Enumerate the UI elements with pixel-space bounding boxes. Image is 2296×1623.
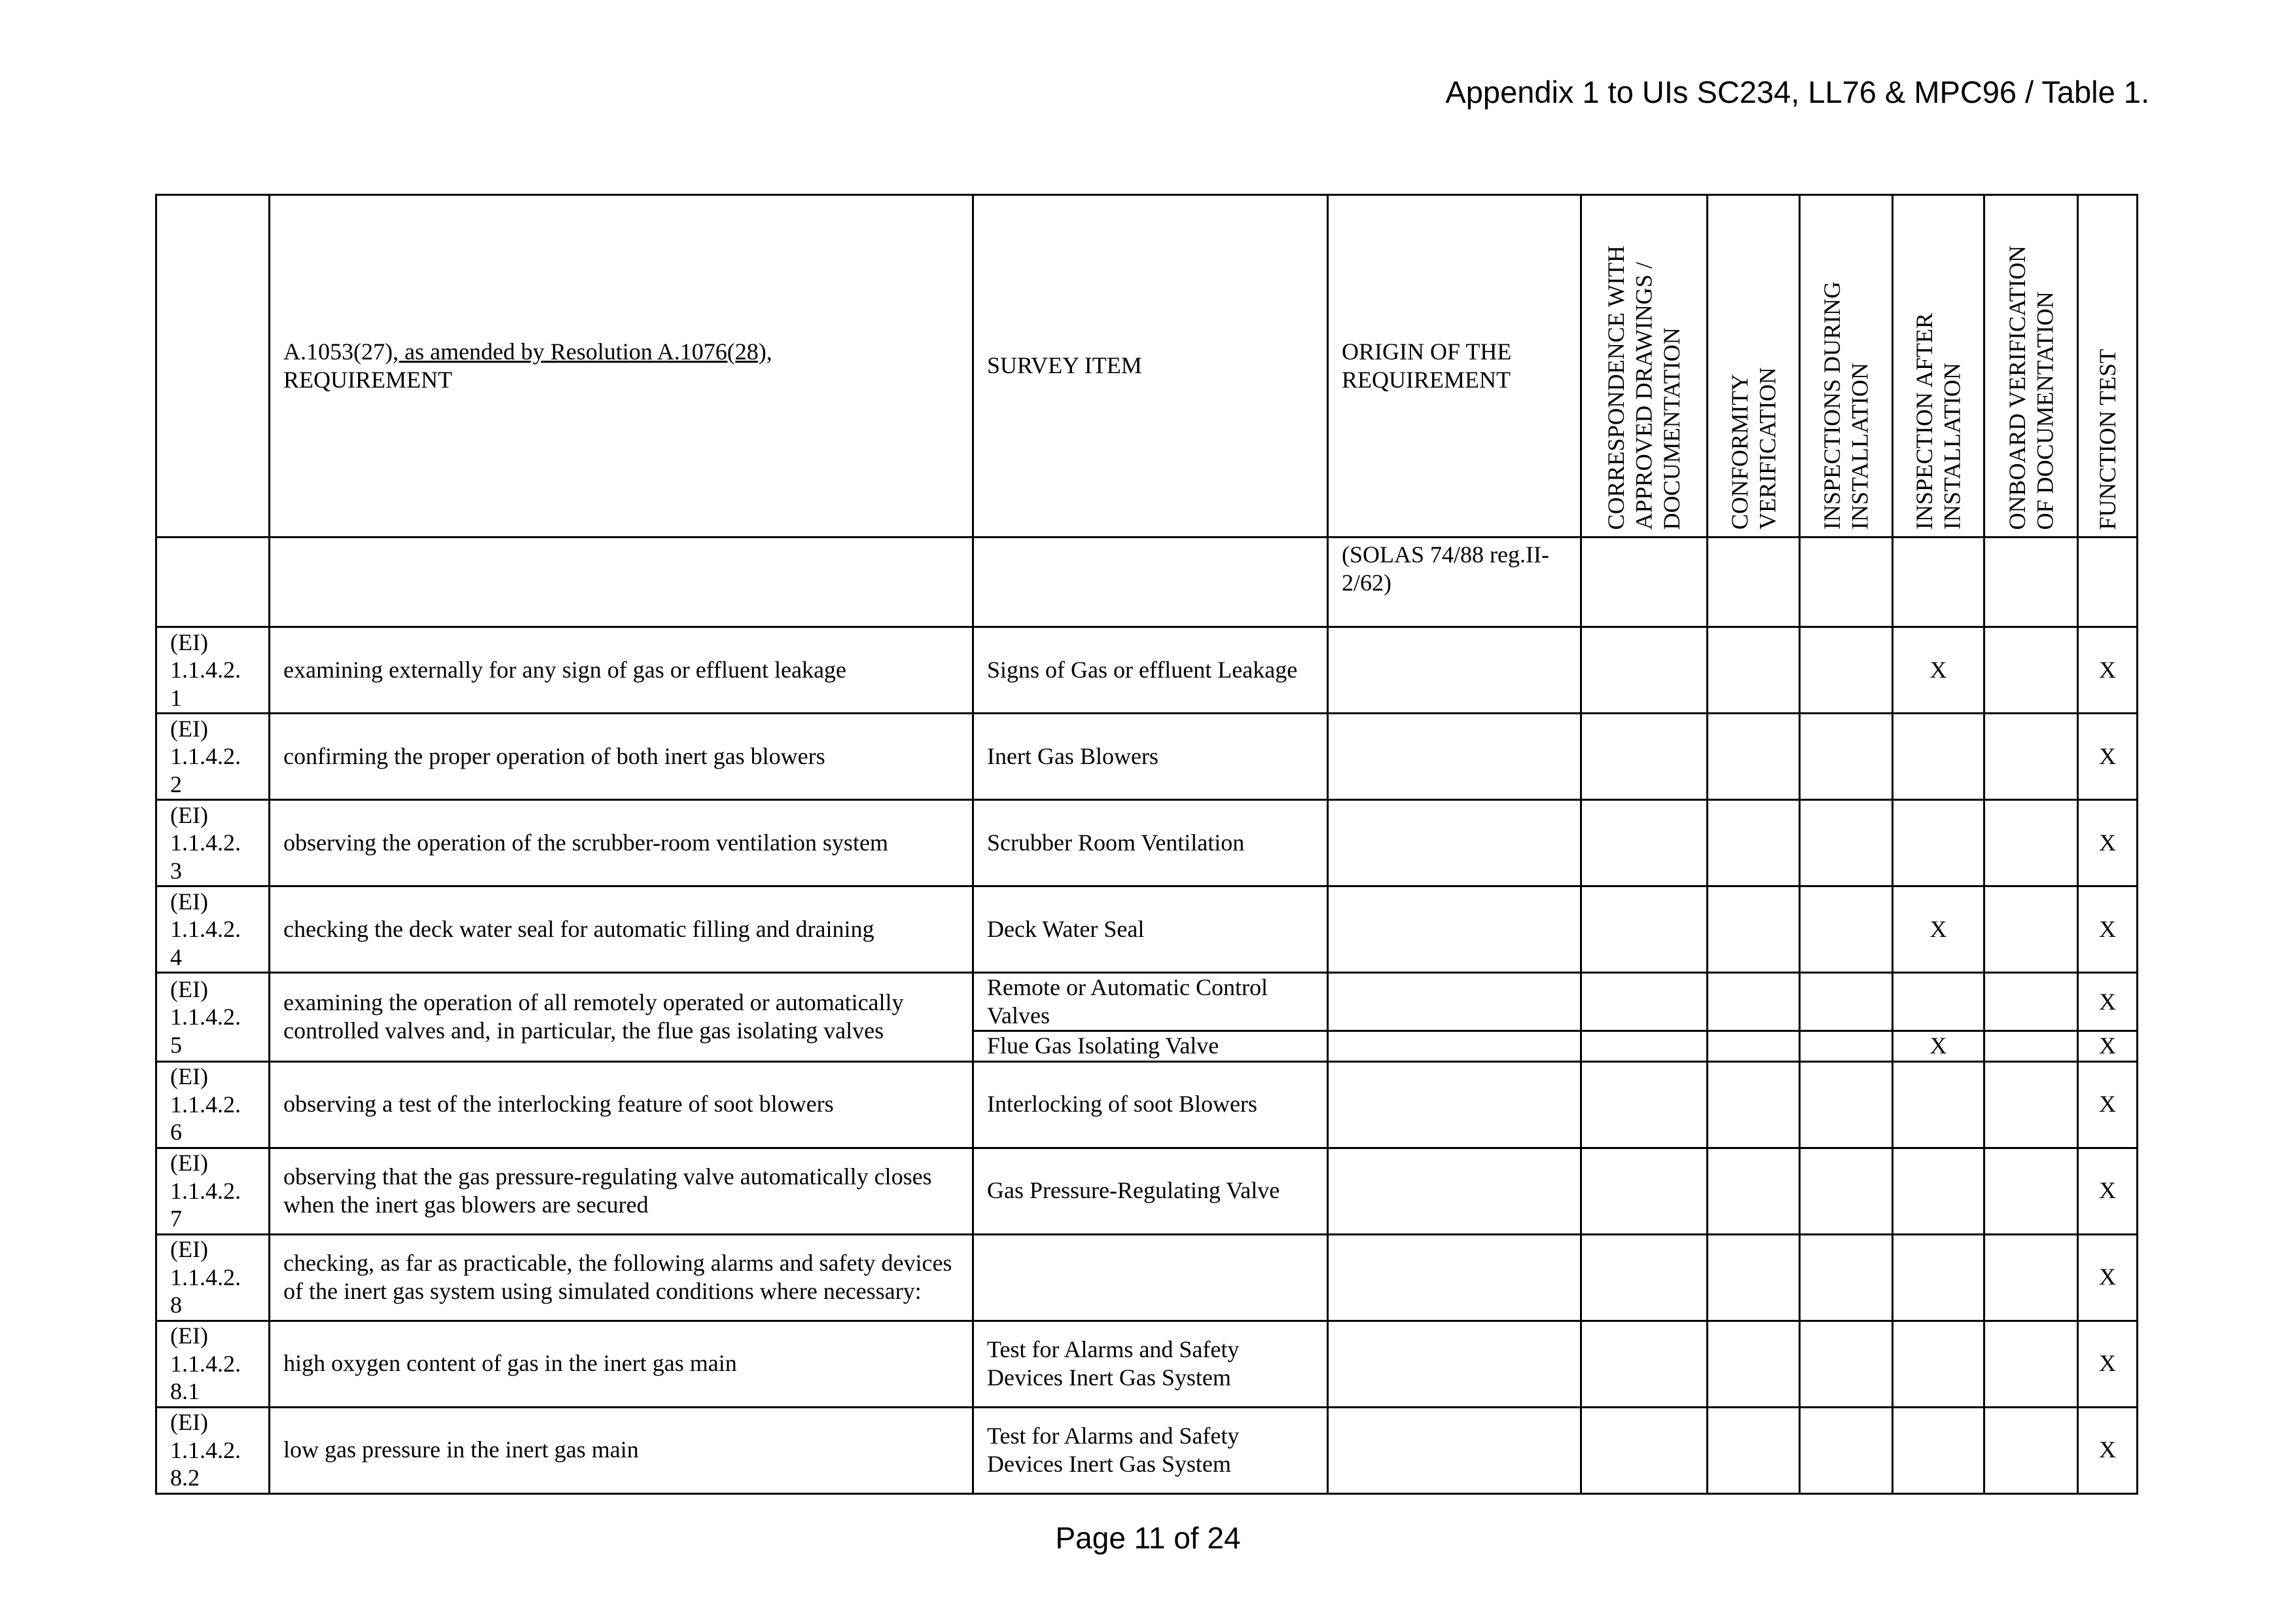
row-requirement: checking the deck water seal for automatic filling and draining — [270, 886, 973, 973]
origin-row — [156, 538, 2138, 627]
header-conformity: CONFORMITY VERIFICATION — [1708, 195, 1800, 538]
row-origin — [1328, 1148, 1581, 1234]
check-correspondence — [1581, 1031, 1708, 1061]
check-correspondence — [1581, 627, 1708, 714]
row-reference: (EI) 1.1.4.2. 8 — [156, 1234, 270, 1321]
row-origin — [1328, 627, 1581, 714]
check-conformity — [1708, 886, 1800, 973]
header-inspections-during: INSPECTIONS DURING INSTALLATION — [1800, 195, 1893, 538]
table-row — [156, 1407, 2138, 1493]
check-correspondence — [1581, 714, 1708, 800]
origin-note: (SOLAS 74/88 reg.II-2/62) — [1328, 538, 1581, 627]
row-reference: (EI) 1.1.4.2. 3 — [156, 800, 270, 886]
header-function-test: FUNCTION TEST — [2078, 195, 2138, 538]
row-survey-item: Flue Gas Isolating Valve — [973, 1031, 1328, 1061]
check-conformity — [1708, 1031, 1800, 1061]
check-function-test: X — [2078, 1148, 2138, 1234]
header-survey-item: SURVEY ITEM — [973, 195, 1328, 538]
header-requirement-amendment: , as amended by Resolution A.1076(28), — [392, 338, 772, 365]
check-onboard-verification — [1984, 627, 2078, 714]
page-header: Appendix 1 to UIs SC234, LL76 & MPC96 / Table 1. — [1445, 75, 2149, 109]
row-survey-item: Gas Pressure-Regulating Valve — [973, 1148, 1328, 1234]
row-reference: (EI) 1.1.4.2. 4 — [156, 886, 270, 973]
check-inspection-after — [1893, 714, 1984, 800]
check-inspections-during — [1800, 1148, 1893, 1234]
table-row — [156, 1234, 2138, 1321]
check-conformity — [1708, 714, 1800, 800]
survey-requirements-table — [155, 194, 2138, 1495]
check-conformity — [1708, 1407, 1800, 1493]
check-inspection-after: X — [1893, 627, 1984, 714]
check-inspection-after — [1893, 1234, 1984, 1321]
check-inspection-after: X — [1893, 886, 1984, 973]
check-inspections-during — [1800, 714, 1893, 800]
check-inspection-after — [1893, 973, 1984, 1031]
row-requirement: low gas pressure in the inert gas main — [270, 1407, 973, 1493]
row-origin — [1328, 1061, 1581, 1148]
check-function-test: X — [2078, 1321, 2138, 1407]
check-correspondence — [1581, 1061, 1708, 1148]
row-origin — [1328, 800, 1581, 886]
check-inspection-after — [1893, 1321, 1984, 1407]
check-inspections-during — [1800, 800, 1893, 886]
check-inspections-during — [1800, 1321, 1893, 1407]
table-header-row — [156, 195, 2138, 538]
check-conformity — [1708, 627, 1800, 714]
check-onboard-verification — [1984, 1234, 2078, 1321]
row-reference: (EI) 1.1.4.2. 6 — [156, 1061, 270, 1148]
header-onboard-verification: ONBOARD VERIFICATION OF DOCUMENTATION — [1984, 195, 2078, 538]
row-reference: (EI) 1.1.4.2. 7 — [156, 1148, 270, 1234]
row-survey-item: Inert Gas Blowers — [973, 714, 1328, 800]
row-reference: (EI) 1.1.4.2. 8.1 — [156, 1321, 270, 1407]
header-requirement-suffix: REQUIREMENT — [283, 367, 452, 393]
check-conformity — [1708, 1148, 1800, 1234]
check-conformity — [1708, 1234, 1800, 1321]
table-row — [156, 627, 2138, 714]
row-requirement: high oxygen content of gas in the inert gas main — [270, 1321, 973, 1407]
row-survey-item: Interlocking of soot Blowers — [973, 1061, 1328, 1148]
row-origin — [1328, 714, 1581, 800]
check-conformity — [1708, 1321, 1800, 1407]
check-onboard-verification — [1984, 1148, 2078, 1234]
check-correspondence — [1581, 800, 1708, 886]
check-correspondence — [1581, 1234, 1708, 1321]
row-requirement: observing that the gas pressure-regulating valve automatically closes when the inert gas blowers are secured — [270, 1148, 973, 1234]
check-inspections-during — [1800, 1061, 1893, 1148]
table-row — [156, 886, 2138, 973]
check-onboard-verification — [1984, 1321, 2078, 1407]
row-reference: (EI) 1.1.4.2. 5 — [156, 973, 270, 1062]
row-survey-item — [973, 1234, 1328, 1321]
table-row — [156, 800, 2138, 886]
check-conformity — [1708, 973, 1800, 1031]
row-origin — [1328, 1321, 1581, 1407]
check-onboard-verification — [1984, 1031, 2078, 1061]
check-onboard-verification — [1984, 886, 2078, 973]
header-ref-cell — [156, 195, 270, 538]
header-requirement-cell — [270, 195, 973, 538]
check-correspondence — [1581, 1148, 1708, 1234]
table-row — [156, 973, 2138, 1031]
check-function-test: X — [2078, 973, 2138, 1031]
row-survey-item: Scrubber Room Ventilation — [973, 800, 1328, 886]
check-function-test: X — [2078, 800, 2138, 886]
check-inspection-after — [1893, 1407, 1984, 1493]
check-inspection-after — [1893, 800, 1984, 886]
check-conformity — [1708, 800, 1800, 886]
check-inspections-during — [1800, 886, 1893, 973]
row-origin — [1328, 1407, 1581, 1493]
row-requirement: observing a test of the interlocking feature of soot blowers — [270, 1061, 973, 1148]
row-reference: (EI) 1.1.4.2. 8.2 — [156, 1407, 270, 1493]
row-survey-item: Signs of Gas or effluent Leakage — [973, 627, 1328, 714]
check-inspections-during — [1800, 1407, 1893, 1493]
table-row — [156, 1321, 2138, 1407]
check-inspections-during — [1800, 627, 1893, 714]
row-origin — [1328, 886, 1581, 973]
check-conformity — [1708, 1061, 1800, 1148]
check-correspondence — [1581, 1321, 1708, 1407]
check-function-test: X — [2078, 1407, 2138, 1493]
check-onboard-verification — [1984, 1061, 2078, 1148]
row-requirement: observing the operation of the scrubber-room ventilation system — [270, 800, 973, 886]
row-origin — [1328, 973, 1581, 1031]
header-requirement-prefix: A.1053(27) — [283, 338, 393, 365]
row-survey-item: Deck Water Seal — [973, 886, 1328, 973]
check-inspections-during — [1800, 1234, 1893, 1321]
check-onboard-verification — [1984, 714, 2078, 800]
check-function-test: X — [2078, 1061, 2138, 1148]
row-origin — [1328, 1234, 1581, 1321]
check-function-test: X — [2078, 886, 2138, 973]
check-correspondence — [1581, 973, 1708, 1031]
check-inspection-after — [1893, 1061, 1984, 1148]
check-onboard-verification — [1984, 973, 2078, 1031]
check-inspections-during — [1800, 1031, 1893, 1061]
row-survey-item: Test for Alarms and Safety Devices Inert Gas System — [973, 1407, 1328, 1493]
row-origin — [1328, 1031, 1581, 1061]
check-inspections-during — [1800, 973, 1893, 1031]
header-origin: ORIGIN OF THE REQUIREMENT — [1328, 195, 1581, 538]
row-requirement: examining the operation of all remotely operated or automatically controlled valves and, in particular, the flue gas isolating valves — [270, 973, 973, 1062]
header-inspection-after: INSPECTION AFTER INSTALLATION — [1893, 195, 1984, 538]
row-reference: (EI) 1.1.4.2. 1 — [156, 627, 270, 714]
row-requirement: checking, as far as practicable, the following alarms and safety devices of the inert gas system using simulated conditions where necessary: — [270, 1234, 973, 1321]
check-correspondence — [1581, 886, 1708, 973]
header-correspondence: CORRESPONDENCE WITH APPROVED DRAWINGS / DOCUMENTATION — [1581, 195, 1708, 538]
check-correspondence — [1581, 1407, 1708, 1493]
check-function-test: X — [2078, 627, 2138, 714]
row-requirement: confirming the proper operation of both inert gas blowers — [270, 714, 973, 800]
check-function-test: X — [2078, 714, 2138, 800]
check-function-test: X — [2078, 1234, 2138, 1321]
table-row — [156, 1148, 2138, 1234]
page-footer: Page 11 of 24 — [1055, 1521, 1241, 1555]
table-row — [156, 714, 2138, 800]
check-onboard-verification — [1984, 1407, 2078, 1493]
row-survey-item: Remote or Automatic Control Valves — [973, 973, 1328, 1031]
check-function-test: X — [2078, 1031, 2138, 1061]
table-row — [156, 1061, 2138, 1148]
check-onboard-verification — [1984, 800, 2078, 886]
check-inspection-after — [1893, 1148, 1984, 1234]
check-inspection-after: X — [1893, 1031, 1984, 1061]
row-reference: (EI) 1.1.4.2. 2 — [156, 714, 270, 800]
row-survey-item: Test for Alarms and Safety Devices Inert Gas System — [973, 1321, 1328, 1407]
row-requirement: examining externally for any sign of gas or effluent leakage — [270, 627, 973, 714]
